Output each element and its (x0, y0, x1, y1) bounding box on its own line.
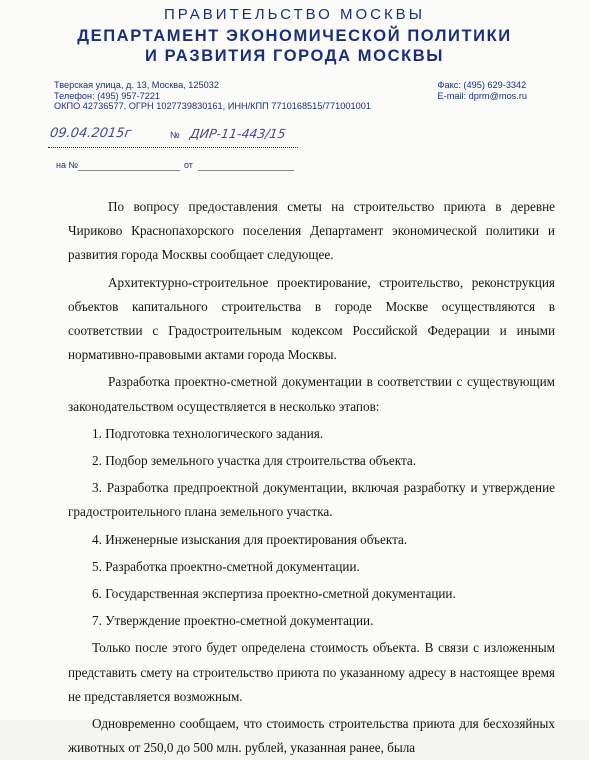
registration-date: 09.04.2015г (48, 126, 133, 141)
list-item: 4. Инженерные изыскания для проектирования объекта. (92, 531, 408, 547)
letter-body (68, 195, 555, 760)
reference-date-label: от (184, 160, 193, 170)
address-street: Тверская улица, д. 13, Москва, 125032 (54, 80, 219, 90)
address-block (54, 80, 371, 112)
contact-block (438, 80, 527, 101)
registration-number-label: № (170, 130, 180, 140)
paragraph-conclusion: Только после этого будет определена стоимость объекта. В связи с изложенным представить смету на строительство приюта по указанному адресу в настоящее время не представляется возможным. (68, 640, 555, 704)
contact-email: E-mail: dprm@mos.ru (437, 90, 527, 101)
contact-fax: Факс: (495) 629-3342 (437, 80, 527, 90)
registration-number: ДИР-11-443/15 (188, 126, 287, 141)
list-item: 7. Утверждение проектно-сметной документации. (92, 613, 374, 629)
org-department-name-line2: И РАЗВИТИЯ ГОРОДА МОСКВЫ (144, 47, 445, 65)
list-item: 6. Государственная экспертиза проектно-сметной документации. (92, 586, 456, 602)
list-item: 5. Разработка проектно-сметной документации. (92, 558, 360, 574)
list-item: 3. Разработка предпроектной документации, включая разработку и утверждение градостроительного плана земельного участка. (68, 480, 555, 520)
reference-label: на № (56, 160, 79, 170)
paragraph-legal-basis: Архитектурно-строительное проектирование, строительство, реконструкция объектов капитального строительства в городе Москве осуществляются в соответствии с Градостроительным кодексом Российской Федерации и иными нормативно-правовыми актами города Москвы. (68, 274, 555, 363)
list-item: 1. Подготовка технологического задания. (92, 425, 324, 441)
paragraph-stages-intro: Разработка проектно-сметной документации в соответствии с существующим законодательством осуществляется в несколько этапов: (68, 374, 555, 414)
address-codes: ОКПО 42736577, ОГРН 1027739830161, ИНН/КПП 7710168515/771001001 (54, 101, 371, 111)
address-phone: Телефон: (495) 957-7221 (54, 90, 161, 101)
paragraph-intro: По вопросу предоставления сметы на строительство приюта в деревне Чириково Краснопахорского поселения Департамент экономической политики и развития города Москвы сообщает следующее. (68, 199, 555, 263)
reference-number-blank (78, 170, 180, 171)
org-government-name: ПРАВИТЕЛЬСТВО МОСКВЫ (164, 6, 425, 23)
org-department-name-line1: ДЕПАРТАМЕНТ ЭКОНОМИЧЕСКОЙ ПОЛИТИКИ (77, 27, 512, 45)
reference-date-blank (198, 170, 294, 171)
paragraph-cost-note: Одновременно сообщаем, что стоимость строительства приюта для бесхозяйных животных от 250,0 до 500 млн. рублей, указанная ранее, была (68, 716, 555, 756)
list-item: 2. Подбор земельного участка для строительства объекта. (92, 453, 417, 469)
